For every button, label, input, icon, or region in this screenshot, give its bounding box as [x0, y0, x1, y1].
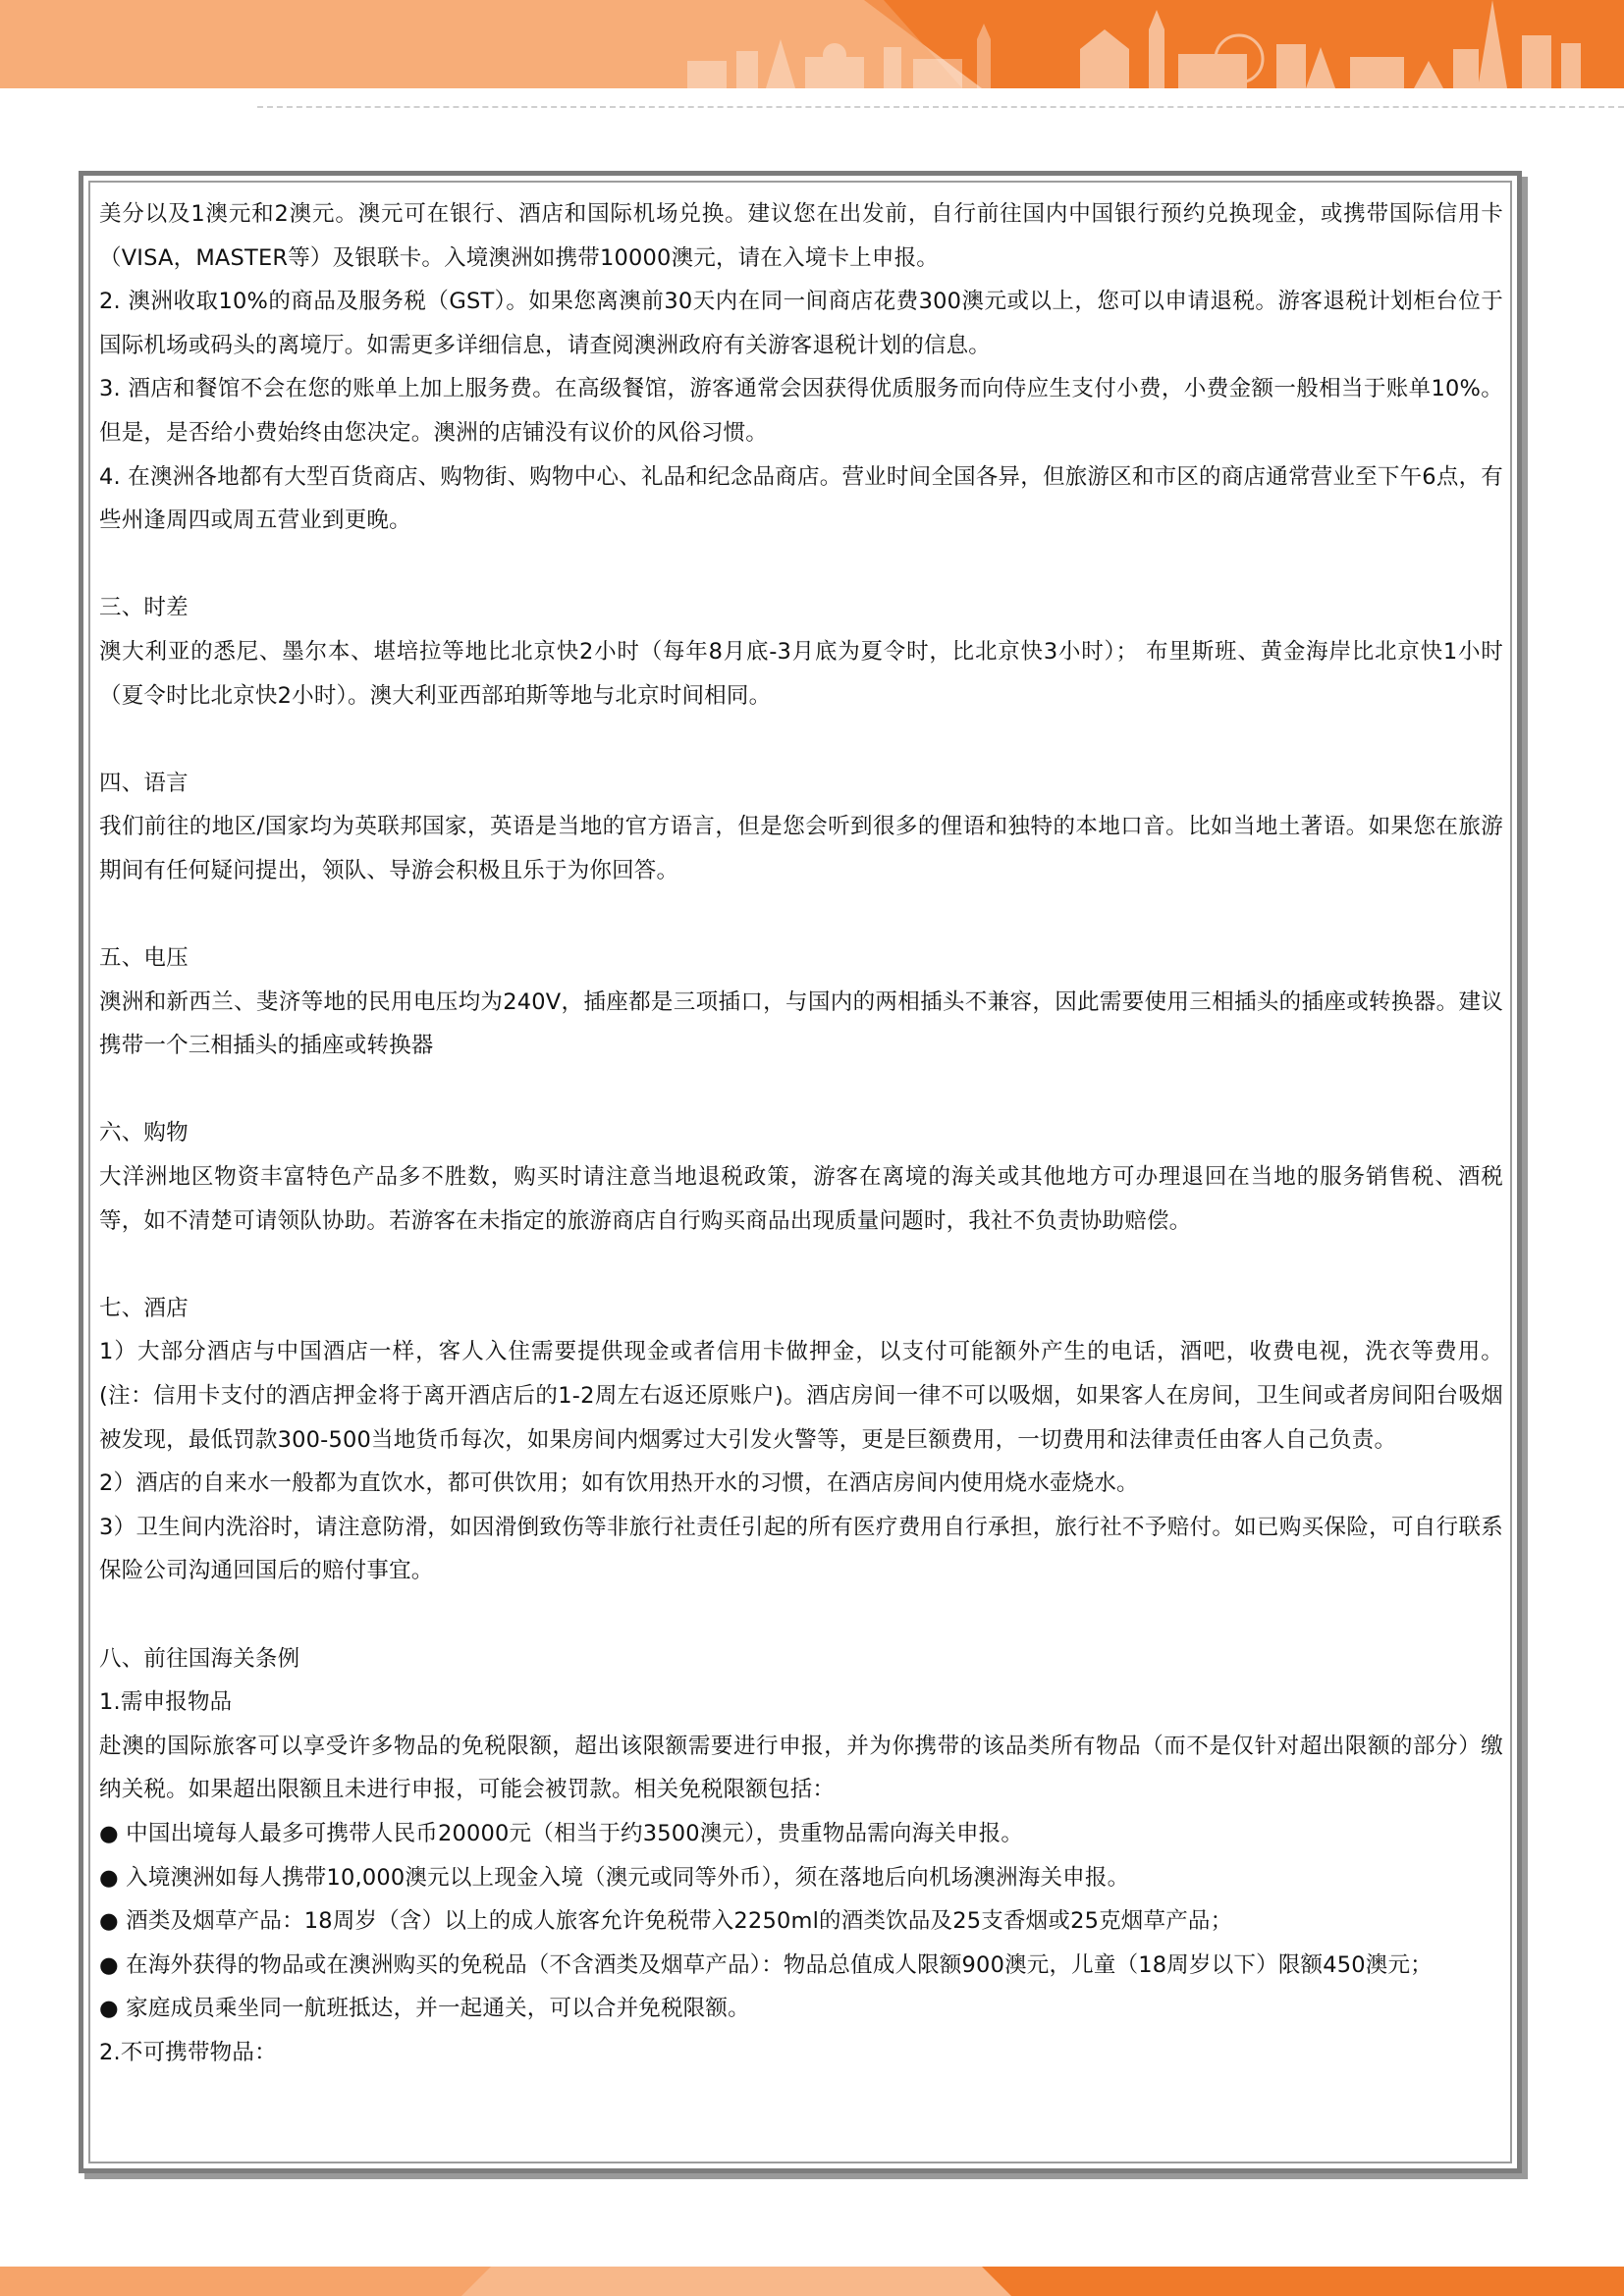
voltage-paragraph: 澳洲和新西兰、斐济等地的民用电压均为240V，插座都是三项插口，与国内的两相插头不兼容，因此需要使用三相插头的插座或转换器。建议携带一个三相插头的插座或转换器: [99, 988, 1503, 1059]
currency-paragraph: 美分以及1澳元和2澳元。澳元可在银行、酒店和国际机场兑换。建议您在出发前，自行前往国内中国银行预约兑换现金，或携带国际信用卡（VISA，MASTER等）及银联卡。入境澳洲如携带10000澳元，请在入境卡上申报。: [99, 201, 1503, 271]
customs-bullet-item: ● 酒类及烟草产品：18周岁（含）以上的成人旅客允许免税带入2250ml的酒类饮品及25支香烟或25克烟草产品；: [99, 1908, 1233, 1935]
customs-subheading-declare: 1.需申报物品: [99, 1689, 233, 1716]
section-heading-language: 四、语言: [99, 770, 189, 796]
hotel-item: 2）酒店的自来水一般都为直饮水，都可供饮用；如有饮用热开水的习惯，在酒店房间内使用烧水壶烧水。: [99, 1470, 1139, 1497]
customs-intro-paragraph: 赴澳的国际旅客可以享受许多物品的免税限额，超出该限额需要进行申报，并为你携带的该品类所有物品（而不是仅针对超出限额的部分）缴纳关税。如果超出限额且未进行申报，可能会被罚款。相关免税限额包括：: [99, 1733, 1503, 1803]
spacer: [99, 1068, 1503, 1112]
header-banner: [0, 0, 1624, 88]
customs-subheading-prohibited: 2.不可携带物品：: [99, 2039, 277, 2065]
spacer: [99, 1243, 1503, 1287]
section-heading-voltage: 五、电压: [99, 945, 189, 972]
page-content: [99, 192, 1503, 2075]
spacer: [99, 718, 1503, 762]
hotel-item: 3）卫生间内洗浴时，请注意防滑，如因滑倒致伤等非旅行社责任引起的所有医疗费用自行承担，旅行社不予赔付。如已购买保险，可自行联系保险公司沟通回国后的赔付事宜。: [99, 1514, 1503, 1584]
customs-bullet-item: ● 家庭成员乘坐同一航班抵达，并一起通关，可以合并免税限额。: [99, 1996, 750, 2022]
section-heading-shopping: 六、购物: [99, 1120, 189, 1147]
spacer: [99, 1593, 1503, 1637]
customs-bullet-item: ● 在海外获得的物品或在澳洲购买的免税品（不含酒类及烟草产品）：物品总值成人限额900澳元，儿童（18周岁以下）限额450澳元；: [99, 1951, 1433, 1978]
tipping-paragraph: 3. 酒店和餐馆不会在您的账单上加上服务费。在高级餐馆，游客通常会因获得优质服务而向侍应生支付小费，小费金额一般相当于账单10%。但是，是否给小费始终由您决定。澳洲的店铺没有议价的风俗习惯。: [99, 376, 1503, 446]
customs-bullet-item: ● 中国出境每人最多可携带人民币20000元（相当于约3500澳元），贵重物品需向海关申报。: [99, 1820, 1024, 1846]
store-hours-paragraph: 4. 在澳洲各地都有大型百货商店、购物街、购物中心、礼品和纪念品商店。营业时间全国各异，但旅游区和市区的商店通常营业至下午6点，有些州逢周四或周五营业到更晚。: [99, 463, 1503, 534]
shopping-paragraph: 大洋洲地区物资丰富特色产品多不胜数，购买时请注意当地退税政策，游客在离境的海关或其他地方可办理退回在当地的服务销售税、酒税等，如不清楚可请领队协助。若游客在未指定的旅游商店自行购买商品出现质量问题时，我社不负责协助赔偿。: [99, 1164, 1503, 1234]
customs-bullet-item: ● 入境澳洲如每人携带10,000澳元以上现金入境（澳元或同等外币），须在落地后向机场澳洲海关申报。: [99, 1864, 1130, 1891]
header-divider: [257, 106, 1624, 108]
tax-paragraph: 2. 澳洲收取10%的商品及服务税（GST）。如果您离澳前30天内在同一间商店花费300澳元或以上，您可以申请退税。游客退税计划柜台位于国际机场或码头的离境厅。如需更多详细信息，请查阅澳洲政府有关游客退税计划的信息。: [99, 289, 1503, 358]
section-heading-hotel: 七、酒店: [99, 1295, 189, 1321]
time-paragraph: 澳大利亚的悉尼、墨尔本、堪培拉等地比北京快2小时（每年8月底-3月底为夏令时，比北京快3小时）； 布里斯班、黄金海岸比北京快1小时（夏令时比北京快2小时）。澳大利亚西部珀斯等地与北京时间相同。: [99, 638, 1503, 709]
section-heading-customs: 八、前往国海关条例: [99, 1645, 300, 1672]
spacer: [99, 893, 1503, 937]
spacer: [99, 543, 1503, 587]
hotel-item: 1）大部分酒店与中国酒店一样，客人入住需要提供现金或者信用卡做押金，以支付可能额外产生的电话，酒吧，收费电视，洗衣等费用。(注：信用卡支付的酒店押金将于离开酒店后的1-2周左右返还原账户)。酒店房间一律不可以吸烟，如果客人在房间，卫生间或者房间阳台吸烟被发现，最低罚款300-500当地货币每次，如果房间内烟雾过大引发火警等，更是巨额费用，一切费用和法律责任由客人自己负责。: [99, 1339, 1503, 1453]
language-paragraph: 我们前往的地区/国家均为英联邦国家，英语是当地的官方语言，但是您会听到很多的俚语和独特的本地口音。比如当地土著语。如果您在旅游期间有任何疑问提出，领队、导游会积极且乐于为你回答。: [99, 814, 1503, 883]
section-heading-time: 三、时差: [99, 595, 189, 621]
footer-banner: [0, 2267, 1624, 2296]
